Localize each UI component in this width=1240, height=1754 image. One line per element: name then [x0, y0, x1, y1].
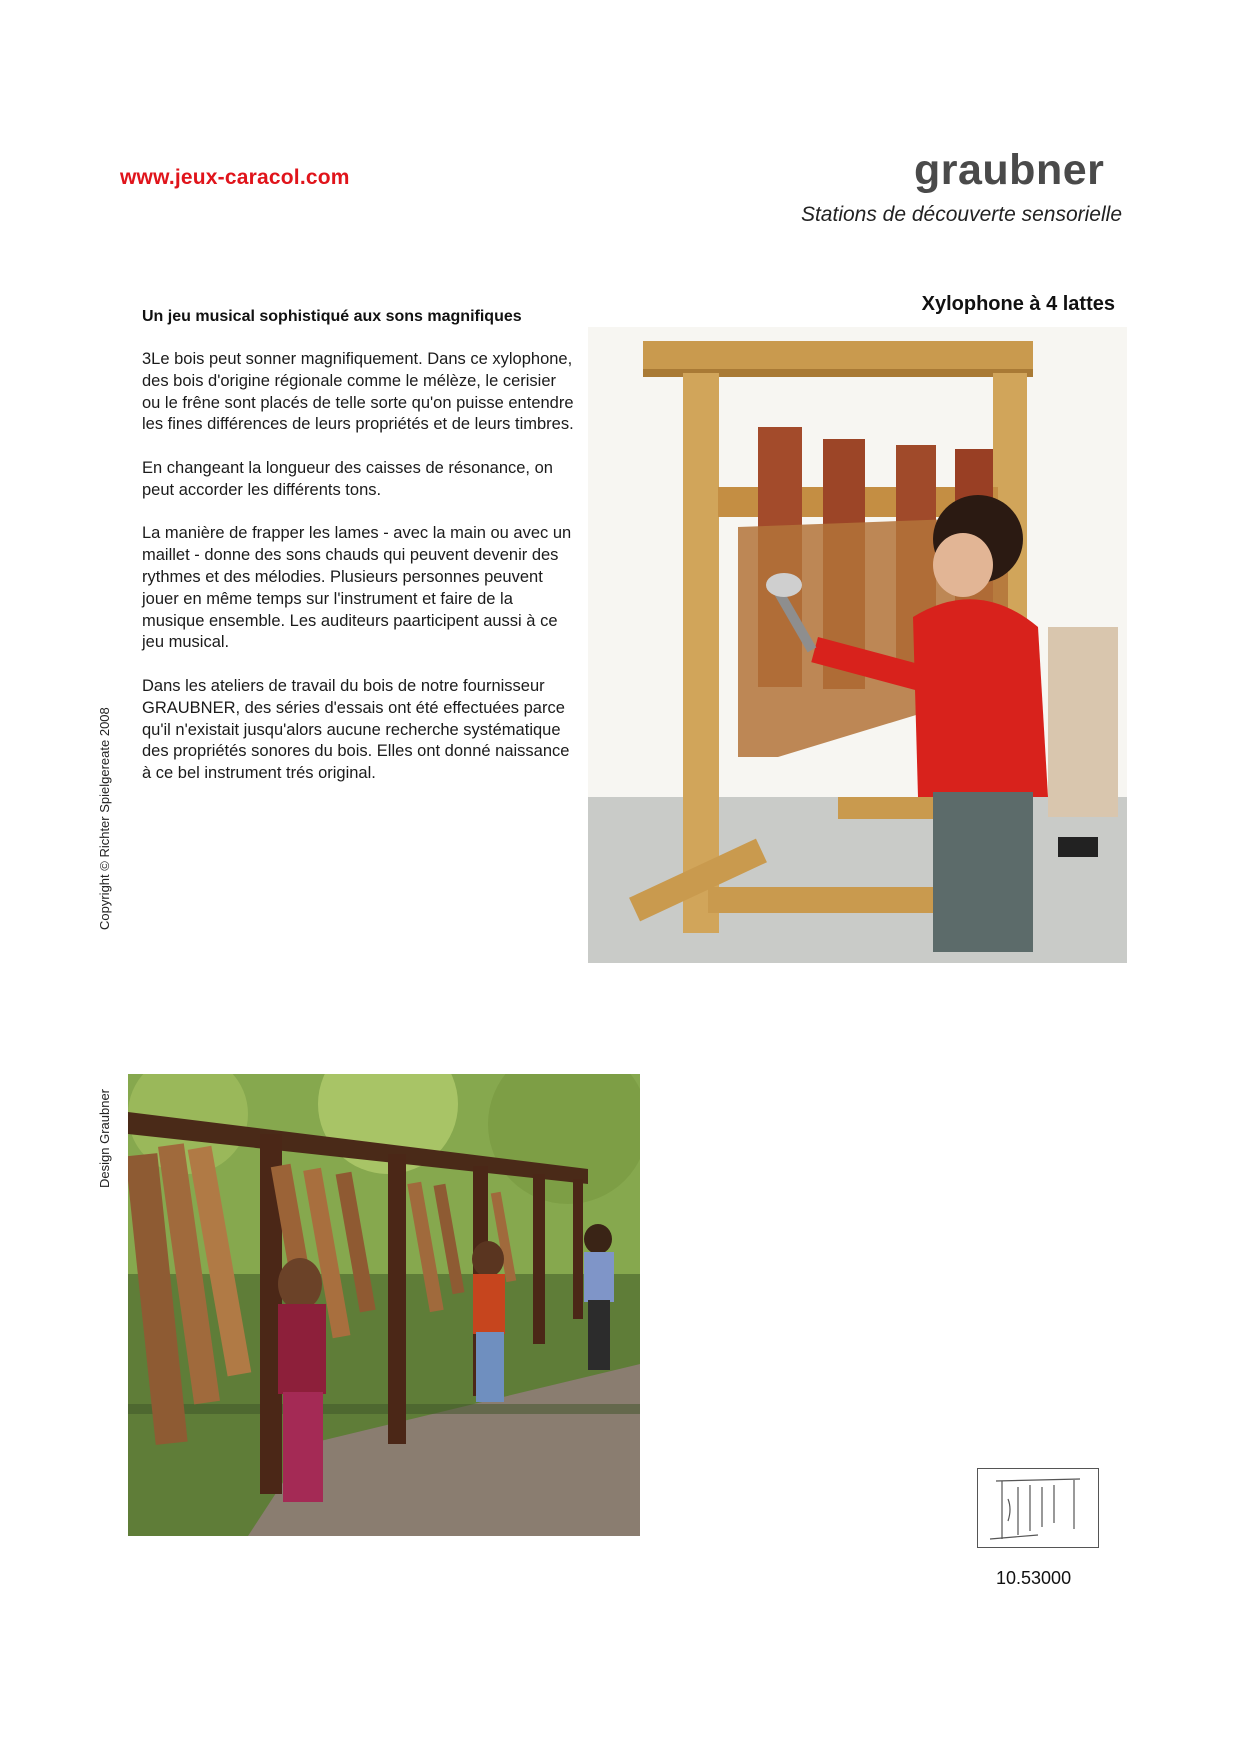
- technical-sketch-thumbnail: [977, 1468, 1099, 1548]
- description-paragraph: En changeant la longueur des caisses de résonance, on peut accorder les différents tons.: [142, 458, 553, 499]
- site-url-link[interactable]: www.jeux-caracol.com: [120, 166, 350, 189]
- description-paragraph: La manière de frapper les lames - avec la main ou avec un maillet - donne des sons chauds qui peuvent devenir des rythmes et des mélodies. Plusieurs personnes peuvent jouer en même temps sur l'instrument et faire de la musique ensemble. Les auditeurs paarticipent aussi à ce jeu musical.: [142, 524, 572, 652]
- design-credit: Design Graubner: [97, 1089, 112, 1188]
- description-paragraph: Dans les ateliers de travail du bois de notre fournisseur GRAUBNER, des séries d'essais ont été effectuées parce qu'il n'existait jusqu'alors aucune recherche systématique des propriétés sonores du bois. Elles ont donné naissance à ce bel instrument trés original.: [142, 676, 570, 783]
- brand-tagline: Stations de découverte sensorielle: [800, 203, 1122, 226]
- copyright-note: Copyright © Richter Spielgereate 2008: [97, 707, 112, 930]
- article-number: 10.53000: [996, 1568, 1072, 1588]
- intro-heading: Un jeu musical sophistiqué aux sons magnifiques: [142, 308, 522, 325]
- product-title: Xylophone à 4 lattes: [921, 293, 1115, 315]
- brand-logo: graubner: [914, 146, 1105, 194]
- outdoor-xylophones-photo: [128, 1074, 640, 1536]
- description-paragraph: 3Le bois peut sonner magnifiquement. Dans ce xylophone, des bois d'origine régionale comme le mélèze, le cerisier ou le frêne sont placés de telle sorte qu'on puisse entendre les fines différences de leurs propriétés et de leurs timbres.: [142, 350, 574, 434]
- product-description: [142, 349, 574, 807]
- xylophone-photo: [588, 327, 1127, 963]
